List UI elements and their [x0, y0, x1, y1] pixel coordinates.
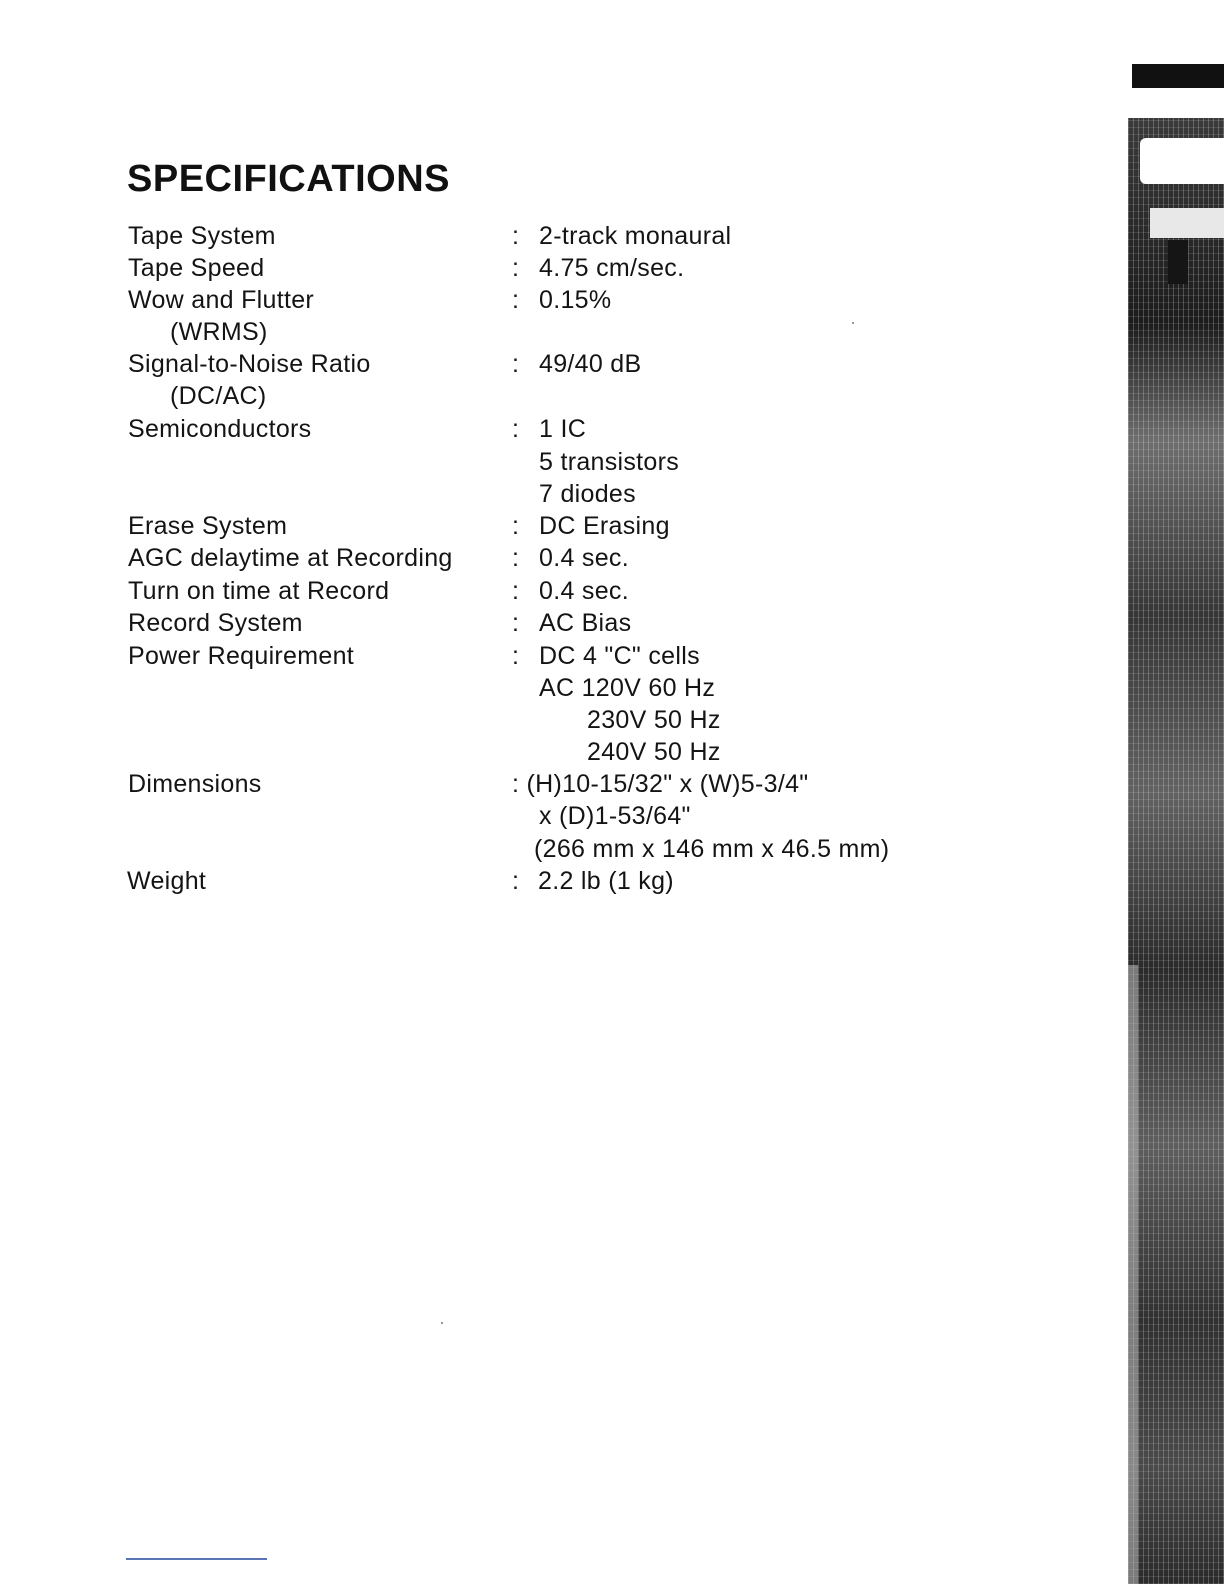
spec-label: Tape System [128, 222, 276, 250]
spec-value: 5 transistors [539, 448, 680, 476]
scan-edge-notch [1168, 240, 1188, 284]
spec-separator: : [512, 254, 520, 282]
scan-edge-window [1140, 138, 1224, 184]
spec-value: AC Bias [539, 609, 632, 637]
scan-edge-photo [1128, 0, 1224, 1584]
scan-speck [441, 1322, 443, 1324]
scan-speck [852, 322, 854, 324]
spec-separator: : [512, 544, 520, 572]
spec-value: 0.4 sec. [539, 544, 629, 572]
spec-sublabel: (WRMS) [170, 318, 268, 346]
spec-label: Power Requirement [128, 642, 355, 670]
spec-separator: : [512, 577, 520, 605]
spec-label: Turn on time at Record [128, 577, 390, 605]
spec-value: AC 120V 60 Hz [539, 674, 716, 702]
spec-value: x (D)1-53/64" [539, 802, 691, 830]
footnote-rule [126, 1558, 267, 1560]
spec-sublabel: (DC/AC) [170, 382, 267, 410]
spec-separator: : [512, 609, 520, 637]
spec-value: 1 IC [539, 415, 587, 443]
spec-value: 0.4 sec. [539, 577, 629, 605]
spec-label: Signal-to-Noise Ratio [128, 350, 371, 378]
spec-separator: : [512, 350, 520, 378]
spec-value: 0.15% [539, 286, 612, 314]
page-title: SPECIFICATIONS [127, 158, 450, 200]
spec-value: 230V 50 Hz [587, 706, 721, 734]
scan-edge-band [1128, 965, 1138, 1584]
scan-edge-slot [1150, 208, 1224, 238]
spec-label: Weight [127, 867, 207, 895]
spec-label: Dimensions [128, 770, 262, 798]
spec-value: 7 diodes [539, 480, 636, 508]
spec-value: : (H)10-15/32" x (W)5-3/4" [512, 770, 809, 798]
spec-value: 49/40 dB [539, 350, 642, 378]
spec-value: (266 mm x 146 mm x 46.5 mm) [534, 835, 890, 863]
spec-value: DC 4 "C" cells [539, 642, 700, 670]
scan-edge-body [1128, 118, 1224, 1584]
spec-separator: : [512, 642, 520, 670]
spec-label: AGC delaytime at Recording [128, 544, 453, 572]
spec-label: Tape Speed [128, 254, 265, 282]
spec-value: 2-track monaural [539, 222, 732, 250]
spec-value: 240V 50 Hz [587, 738, 721, 766]
spec-label: Semiconductors [128, 415, 312, 443]
spec-label: Wow and Flutter [128, 286, 315, 314]
spec-separator: : [512, 415, 520, 443]
spec-label: Erase System [128, 512, 288, 540]
spec-separator: : [512, 222, 520, 250]
spec-value: 4.75 cm/sec. [539, 254, 685, 282]
spec-separator: : [512, 512, 520, 540]
spec-separator: : [512, 867, 520, 895]
scan-edge-cap [1132, 64, 1224, 88]
spec-value: DC Erasing [539, 512, 670, 540]
spec-separator: : [512, 286, 520, 314]
spec-label: Record System [128, 609, 303, 637]
spec-value: 2.2 lb (1 kg) [538, 867, 674, 895]
